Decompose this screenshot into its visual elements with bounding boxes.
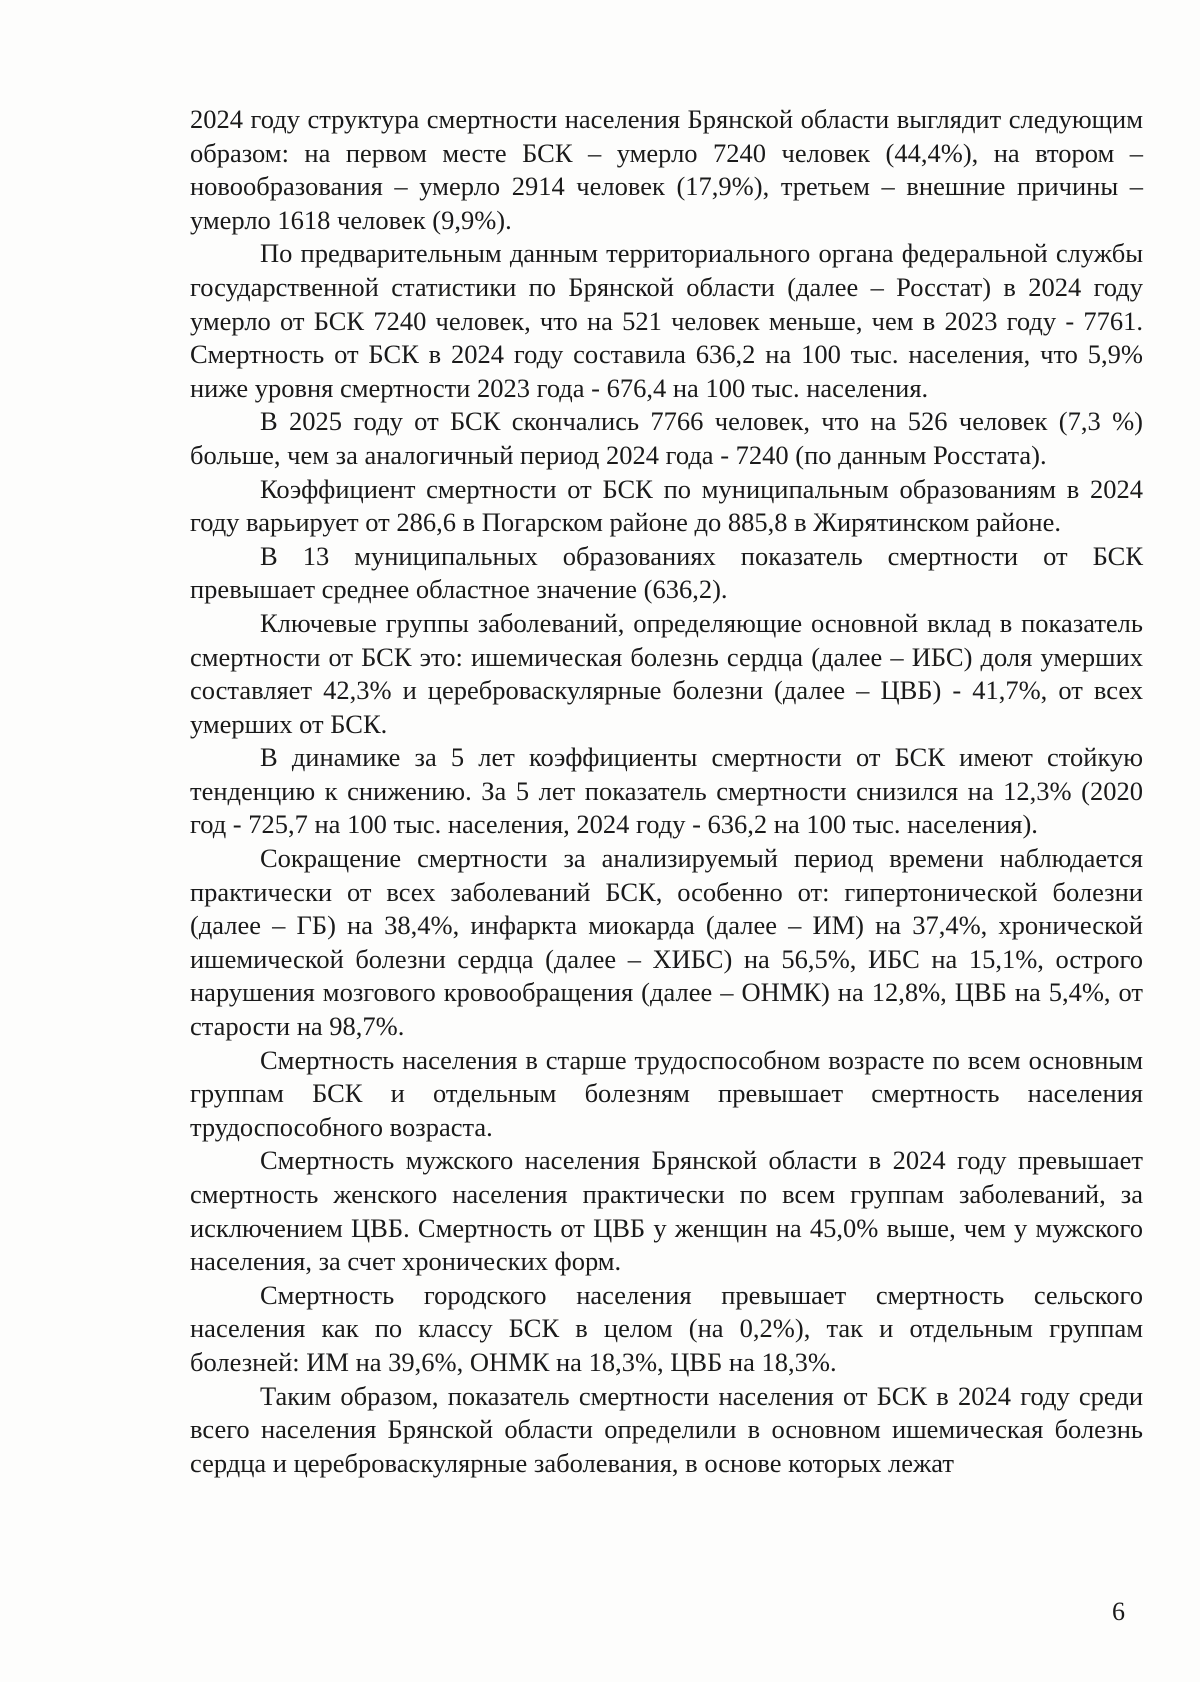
paragraph-older-age-mortality: Смертность населения в старше трудоспособном возрасте по всем основным группам БСК и отдельным болезням превышает смертность населения трудоспособного возраста. xyxy=(190,1044,1143,1142)
body-text xyxy=(190,103,1143,1480)
paragraph-13-municipalities: В 13 муниципальных образованиях показатель смертности от БСК превышает среднее областное значение (636,2). xyxy=(190,540,1143,605)
page-number: 6 xyxy=(1112,1597,1125,1626)
paragraph-municipal-coefficient: Коэффициент смертности от БСК по муниципальным образованиям в 2024 году варьирует от 286,6 в Погарском районе до 885,8 в Жирятинском районе. xyxy=(190,473,1143,538)
paragraph-2025-deaths: В 2025 году от БСК скончались 7766 человек, что на 526 человек (7,3 %) больше, чем за аналогичный период 2024 года - 7240 (по данным Росстата). xyxy=(190,406,1143,470)
paragraph-urban-mortality: Смертность городского населения превышает смертность сельского населения как по классу БСК в целом (на 0,2%), так и отдельным группам болезней: ИМ на 39,6%, ОНМК на 18,3%, ЦВБ на 18,3%. xyxy=(190,1279,1143,1377)
paragraph-male-mortality: Смертность мужского населения Брянской области в 2024 году превышает смертность женского населения практически по всем группам заболеваний, за исключением ЦВБ. Смертность от ЦВБ у женщин на 45,0% выше, чем у мужского населения, за счет хронических форм. xyxy=(190,1145,1143,1277)
paragraph-rosstat-data: По предварительным данным территориального органа федеральной службы государственной статистики по Брянской области (далее – Росстат) в 2024 году умерло от БСК 7240 человек, что на 521 человек меньше, чем в 2023 году - 7761. Смертность от БСК в 2024 году составила 636,2 на 100 тыс. населения, что 5,9% ниже уровня смертности 2023 года - 676,4 на 100 тыс. населения. xyxy=(190,238,1143,403)
paragraph-5-year-dynamics: В динамике за 5 лет коэффициенты смертности от БСК имеют стойкую тенденцию к снижению. За 5 лет показатель смертности снизился на 12,3% (2020 год - 725,7 на 100 тыс. населения, 2024 году - 636,2 на 100 тыс. населения). xyxy=(190,742,1143,840)
paragraph-mortality-structure: 2024 году структура смертности населения Брянской области выглядит следующим образом: на первом месте БСК – умерло 7240 человек (44,4%), на втором – новообразования – умерло 2914 человек (17,9%), третьем – внешние причины – умерло 1618 человек (9,9%). xyxy=(190,104,1143,235)
paragraph-mortality-reduction: Сокращение смертности за анализируемый период времени наблюдается практически от всех заболеваний БСК, особенно от: гипертонической болезни (далее – ГБ) на 38,4%, инфаркта миокарда (далее – ИМ) на 37,4%, хронической ишемической болезни сердца (далее – ХИБС) на 56,5%, ИБС на 15,1%, острого нарушения мозгового кровообращения (далее – ОНМК) на 12,8%, ЦВБ на 5,4%, от старости на 98,7%. xyxy=(190,843,1143,1042)
paragraph-key-disease-groups: Ключевые группы заболеваний, определяющие основной вклад в показатель смертности от БСК это: ишемическая болезнь сердца (далее – ИБС) доля умерших составляет 42,3% и цереброваскулярные болезни (далее – ЦВБ) - 41,7%, от всех умерших от БСК. xyxy=(190,607,1143,739)
paragraph-conclusion: Таким образом, показатель смертности населения от БСК в 2024 году среди всего населения Брянской области определили в основном ишемическая болезнь сердца и цереброваскулярные заболевания, в основе которых лежат xyxy=(190,1380,1143,1478)
